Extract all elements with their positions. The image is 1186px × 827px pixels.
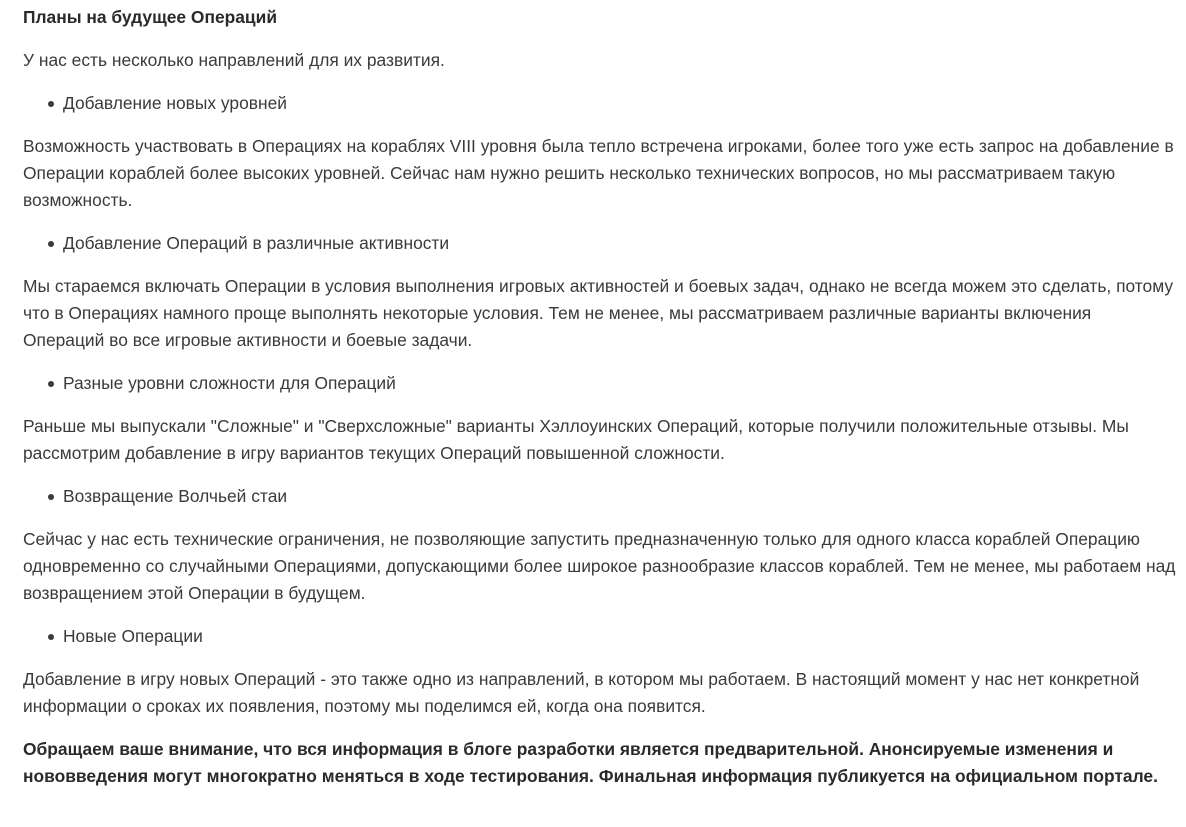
intro-paragraph: У нас есть несколько направлений для их развития. — [23, 50, 445, 70]
bullet-list — [23, 370, 1176, 397]
bullet-item-new-levels: Добавление новых уровней — [63, 90, 1176, 117]
paragraph-new-levels: Возможность участвовать в Операциях на кораблях VIII уровня была тепло встречена игроками, более того уже есть запрос на добавление в Операции кораблей более высоких уровней. Сейчас нам нужно решить несколько технических вопросов, но мы рассматриваем такую возможность. — [23, 136, 1174, 210]
bullet-item-new-operations: Новые Операции — [63, 623, 1176, 650]
bullet-list — [23, 90, 1176, 117]
bullet-list — [23, 483, 1176, 510]
bullet-list — [23, 230, 1176, 257]
bullet-item-wolf-pack: Возвращение Волчьей стаи — [63, 483, 1176, 510]
paragraph-new-operations: Добавление в игру новых Операций - это также одно из направлений, в котором мы работаем. В настоящий момент у нас нет конкретной информации о сроках их появления, поэтому мы поделимся ей, когда она появится. — [23, 669, 1140, 716]
bullet-item-activities: Добавление Операций в различные активности — [63, 230, 1176, 257]
bullet-list — [23, 623, 1176, 650]
notice-paragraph: Обращаем ваше внимание, что вся информация в блоге разработки является предварительной. Анонсируемые изменения и нововведения могут многократно меняться в ходе тестирования. Финальная информация публикуется на официальном портале. — [23, 739, 1158, 786]
paragraph-difficulty: Раньше мы выпускали "Сложные" и "Сверхсложные" варианты Хэллоуинских Операций, которые получили положительные отзывы. Мы рассмотрим добавление в игру вариантов текущих Операций повышенной сложности. — [23, 416, 1129, 463]
paragraph-wolf-pack: Сейчас у нас есть технические ограничения, не позволяющие запустить предназначенную только для одного класса кораблей Операцию одновременно со случайными Операциями, допускающими более широкое разнообразие классов кораблей. Тем не менее, мы работаем над возвращением этой Операции в будущем. — [23, 529, 1176, 603]
bullet-item-difficulty: Разные уровни сложности для Операций — [63, 370, 1176, 397]
paragraph-activities: Мы стараемся включать Операции в условия выполнения игровых активностей и боевых задач, однако не всегда можем это сделать, потому что в Операциях намного проще выполнять некоторые условия. Тем не менее, мы рассматриваем различные варианты включения Операций во все игровые активности и боевые задачи. — [23, 276, 1174, 350]
article-heading: Планы на будущее Операций — [23, 7, 278, 27]
